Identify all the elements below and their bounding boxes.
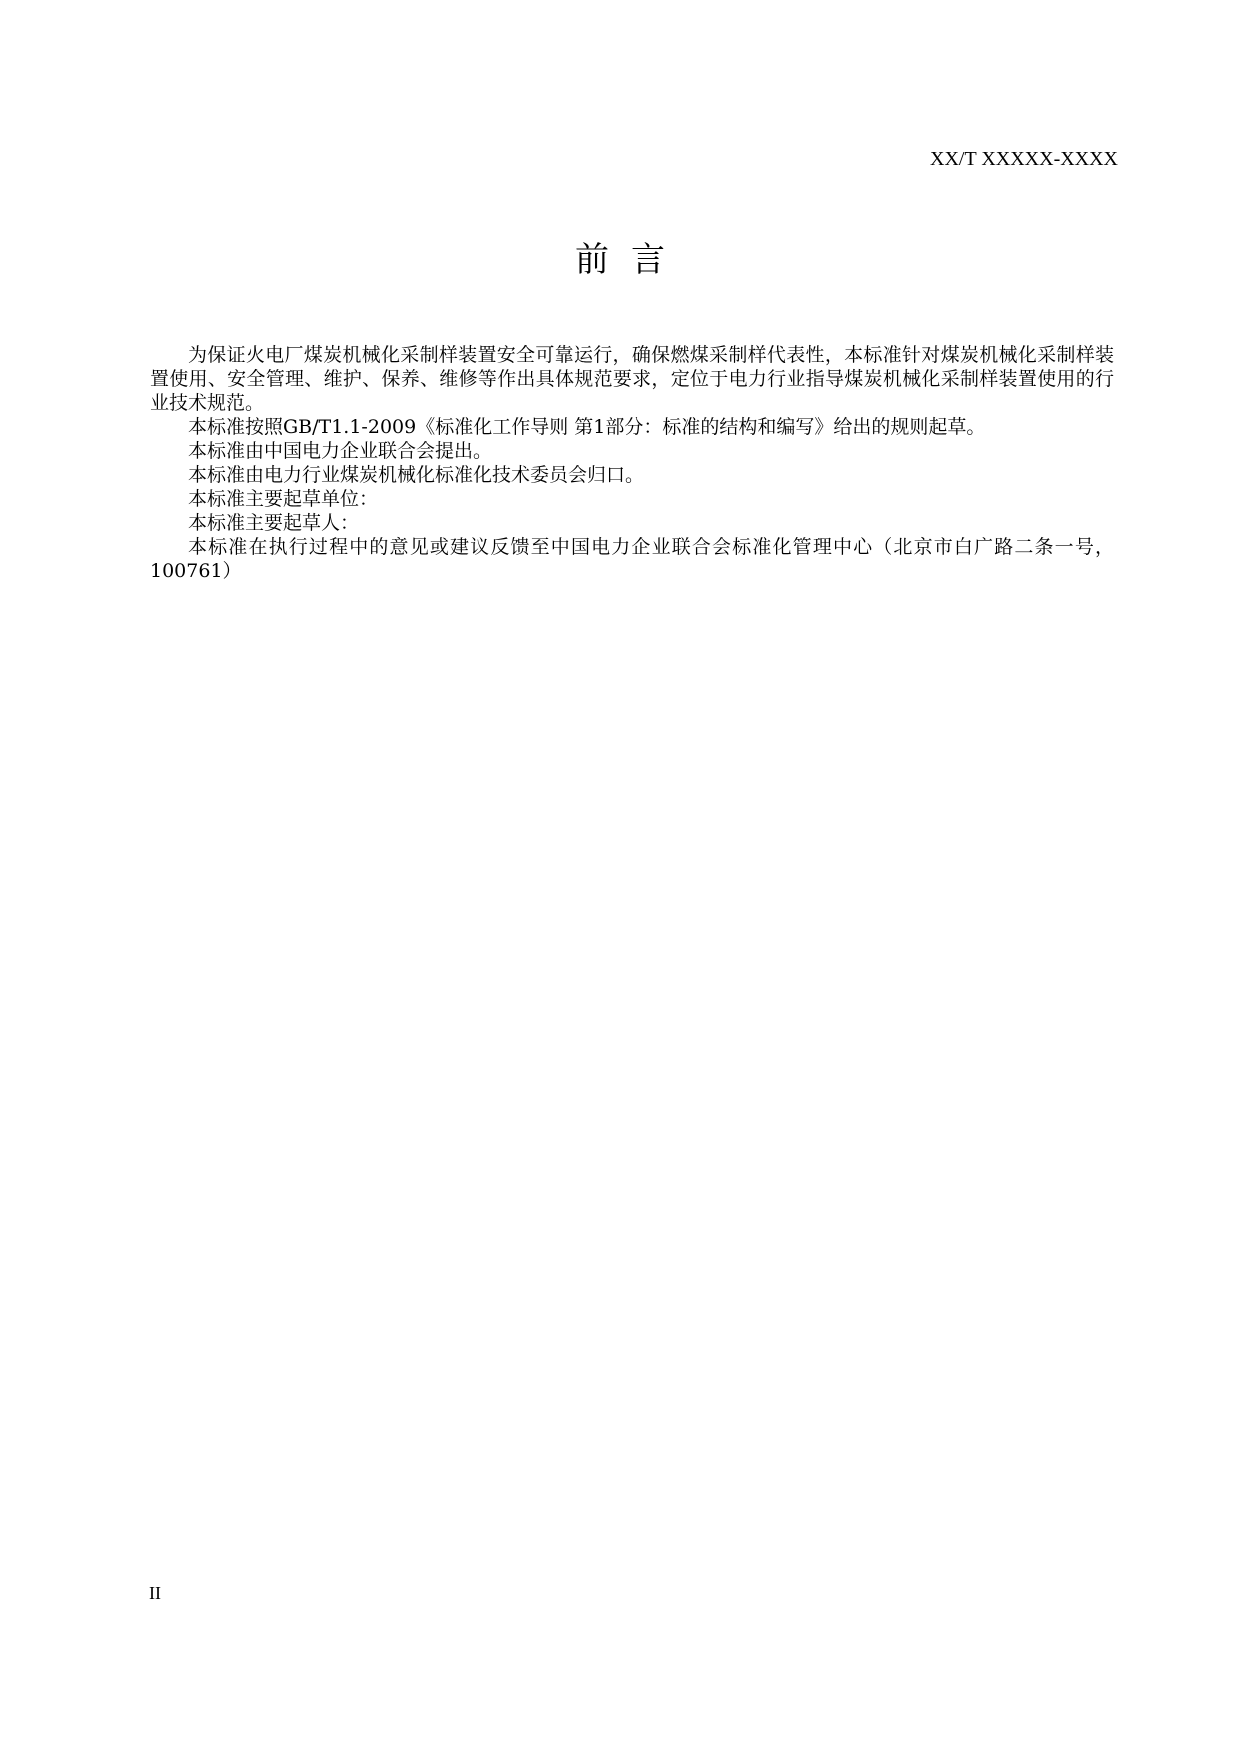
- foreword-body: [150, 343, 1114, 583]
- paragraph-drafting-units: 本标准主要起草单位：: [188, 488, 379, 510]
- page-number: II: [149, 1583, 161, 1603]
- paragraph-drafting-rules: 本标准按照GB/T1.1-2009《标准化工作导则 第1部分：标准的结构和编写》给出的规则起草。: [188, 416, 986, 438]
- paragraph-purpose: 为保证火电厂煤炭机械化采制样装置安全可靠运行，确保燃煤采制样代表性，本标准针对煤炭机械化采制样装置使用、安全管理、维护、保养、维修等作出具体规范要求，定位于电力行业指导煤炭机械化采制样装置使用的行业技术规范。: [150, 344, 1114, 414]
- paragraph-proposer: 本标准由中国电力企业联合会提出。: [188, 440, 493, 462]
- paragraph-drafters: 本标准主要起草人：: [188, 512, 360, 534]
- paragraph-committee: 本标准由电力行业煤炭机械化标准化技术委员会归口。: [188, 464, 645, 486]
- standard-code: XX/T XXXXX-XXXX: [930, 148, 1118, 170]
- page-title: 前言: [575, 240, 687, 280]
- paragraph-feedback: 本标准在执行过程中的意见或建议反馈至中国电力企业联合会标准化管理中心（北京市白广路二条一号，100761）: [150, 536, 1114, 582]
